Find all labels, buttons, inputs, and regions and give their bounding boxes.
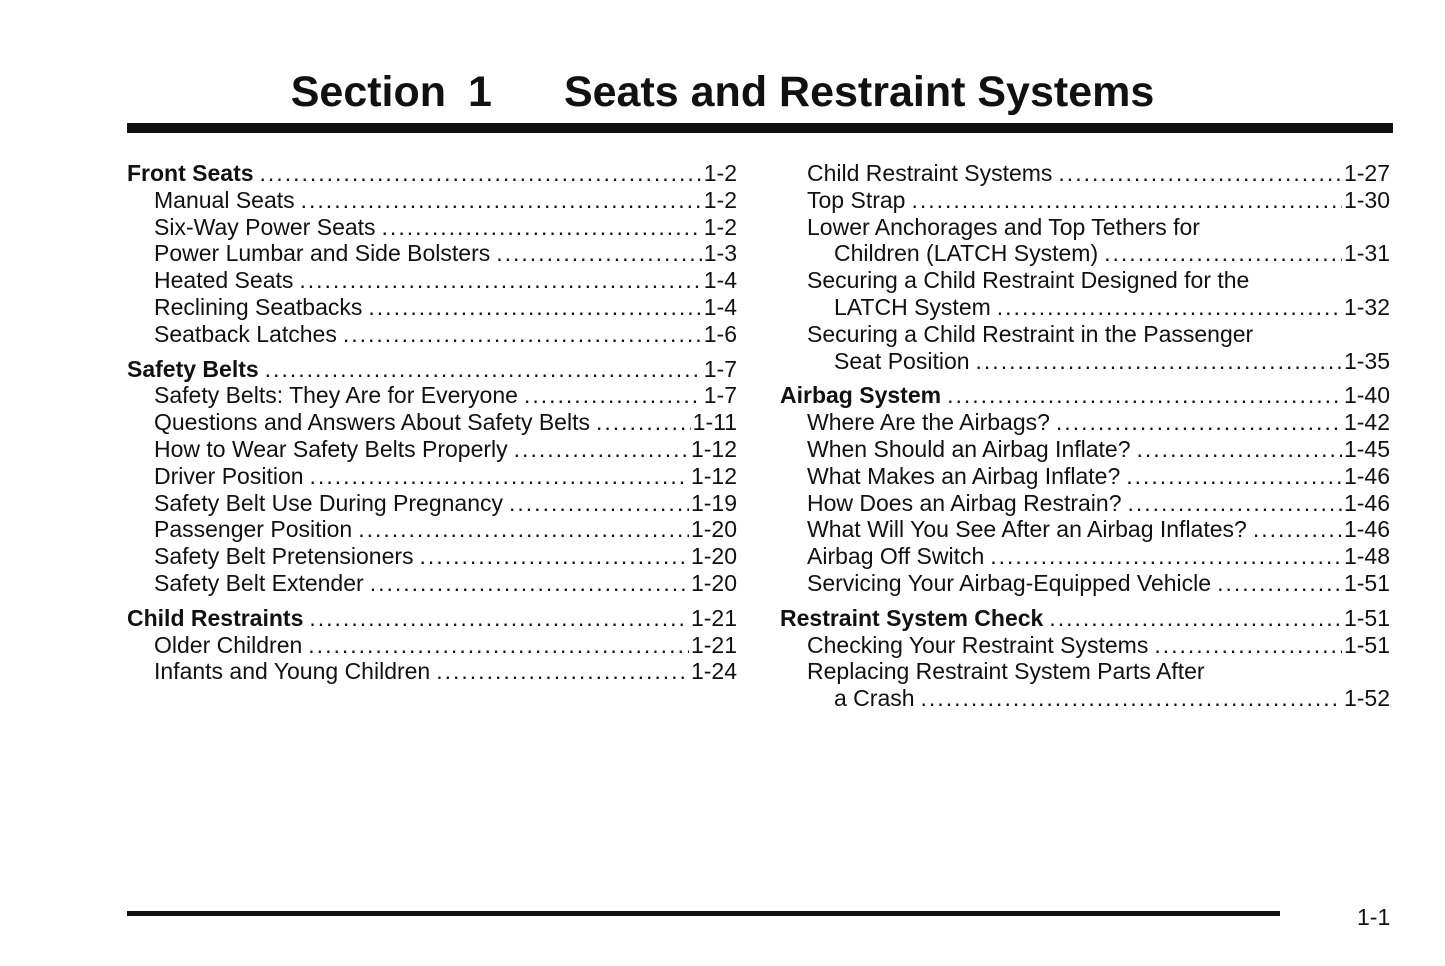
toc-group-airbag-system xyxy=(780,382,1390,596)
toc-item[interactable]: Checking Your Restraint Systems ..... 1-51 xyxy=(780,632,1390,659)
dot-leader xyxy=(436,658,689,685)
toc-item[interactable]: What Makes an Airbag Inflate? ..... 1-46 xyxy=(780,463,1390,490)
dot-leader xyxy=(309,605,689,632)
toc-item-continuation[interactable]: Seat Position ..... 1-35 xyxy=(780,348,1390,375)
section-label: Section xyxy=(290,68,447,116)
toc-item[interactable]: What Will You See After an Airbag Inflates? ..... 1-46 xyxy=(780,516,1390,543)
dot-leader xyxy=(596,409,691,436)
toc-group-child-restraints xyxy=(127,605,737,685)
toc-item-continuation[interactable]: a Crash ..... 1-52 xyxy=(780,685,1390,712)
toc-item[interactable]: How to Wear Safety Belts Properly ..... 1-12 xyxy=(127,436,737,463)
toc-item[interactable]: Safety Belt Pretensioners ..... 1-20 xyxy=(127,543,737,570)
toc-item[interactable]: Heated Seats ..... 1-4 xyxy=(127,267,737,294)
dot-leader xyxy=(911,187,1342,214)
toc-heading[interactable]: Airbag System ..... 1-40 xyxy=(780,382,1390,409)
dot-leader xyxy=(420,543,689,570)
toc-group-front-seats xyxy=(127,160,737,348)
dot-leader xyxy=(1056,409,1342,436)
toc-item[interactable]: Safety Belt Extender ..... 1-20 xyxy=(127,570,737,597)
toc-item[interactable]: Safety Belt Use During Pregnancy ..... 1-19 xyxy=(127,490,737,517)
dot-leader xyxy=(308,632,689,659)
toc-group-safety-belts xyxy=(127,356,737,597)
toc-item[interactable]: Where Are the Airbags? ..... 1-42 xyxy=(780,409,1390,436)
toc-item[interactable]: Airbag Off Switch ..... 1-48 xyxy=(780,543,1390,570)
dot-leader xyxy=(1217,570,1342,597)
toc-heading[interactable]: Child Restraints ..... 1-21 xyxy=(127,605,737,632)
toc-item[interactable]: Power Lumbar and Side Bolsters ..... 1-3 xyxy=(127,240,737,267)
toc-item[interactable]: Seatback Latches ..... 1-6 xyxy=(127,321,737,348)
toc-group-restraint-system-check xyxy=(780,605,1390,712)
dot-leader xyxy=(1126,463,1342,490)
toc-heading[interactable]: Safety Belts ..... 1-7 xyxy=(127,356,737,383)
dot-leader xyxy=(265,356,702,383)
dot-leader xyxy=(1137,436,1342,463)
toc-item[interactable]: Passenger Position ..... 1-20 xyxy=(127,516,737,543)
dot-leader xyxy=(496,240,702,267)
dot-leader xyxy=(382,214,702,241)
toc-item[interactable]: Replacing Restraint System Parts After xyxy=(807,658,1205,685)
toc-item[interactable]: Securing a Child Restraint in the Passenger xyxy=(807,320,1254,347)
dot-leader xyxy=(976,348,1342,375)
toc-item[interactable]: Older Children ..... 1-21 xyxy=(127,632,737,659)
dot-leader xyxy=(260,160,702,187)
dot-leader xyxy=(524,382,702,409)
page-title xyxy=(0,64,1445,120)
dot-leader xyxy=(368,294,701,321)
toc-group-child-restraints-continued xyxy=(780,160,1390,374)
dot-leader xyxy=(299,267,701,294)
dot-leader xyxy=(921,685,1342,712)
section-title: Seats and Restraint Systems xyxy=(563,68,1155,116)
toc-item[interactable]: Servicing Your Airbag-Equipped Vehicle ..... 1-51 xyxy=(780,570,1390,597)
page-number: 1-1 xyxy=(1357,904,1391,930)
section-number: 1 xyxy=(468,68,492,116)
dot-leader xyxy=(1128,490,1342,517)
toc-item[interactable]: Safety Belts: They Are for Everyone ..... 1-7 xyxy=(127,382,737,409)
dot-leader xyxy=(301,187,702,214)
toc-item[interactable]: Top Strap ..... 1-30 xyxy=(780,187,1390,214)
dot-leader xyxy=(514,436,689,463)
dot-leader xyxy=(990,543,1342,570)
toc-item[interactable]: Child Restraint Systems ..... 1-27 xyxy=(780,160,1390,187)
toc-item[interactable]: Six-Way Power Seats ..... 1-2 xyxy=(127,214,737,241)
toc-item[interactable]: How Does an Airbag Restrain? ..... 1-46 xyxy=(780,490,1390,517)
dot-leader xyxy=(509,490,689,517)
toc-item[interactable]: When Should an Airbag Inflate? ..... 1-45 xyxy=(780,436,1390,463)
toc-item[interactable]: Reclining Seatbacks ..... 1-4 xyxy=(127,294,737,321)
dot-leader xyxy=(1104,240,1342,267)
toc-item-continuation[interactable]: Children (LATCH System) ..... 1-31 xyxy=(780,240,1390,267)
toc-item[interactable]: Driver Position ..... 1-12 xyxy=(127,463,737,490)
toc-item[interactable]: Manual Seats ..... 1-2 xyxy=(127,187,737,214)
toc-item[interactable]: Securing a Child Restraint Designed for the xyxy=(807,267,1250,294)
dot-leader xyxy=(310,463,689,490)
toc-item[interactable]: Infants and Young Children ..... 1-24 xyxy=(127,658,737,685)
dot-leader xyxy=(1154,632,1342,659)
dot-leader xyxy=(1049,605,1342,632)
dot-leader xyxy=(343,321,702,348)
toc-left-column xyxy=(127,160,737,693)
toc-heading[interactable]: Front Seats ..... 1-2 xyxy=(127,160,737,187)
dot-leader xyxy=(1058,160,1342,187)
header-rule xyxy=(127,123,1393,133)
toc-heading[interactable]: Restraint System Check ..... 1-51 xyxy=(780,605,1390,632)
dot-leader xyxy=(997,294,1342,321)
dot-leader xyxy=(947,382,1342,409)
dot-leader xyxy=(1253,516,1342,543)
toc-item[interactable]: Questions and Answers About Safety Belts ..... 1-11 xyxy=(127,409,737,436)
footer-rule xyxy=(127,911,1280,916)
dot-leader xyxy=(358,516,689,543)
dot-leader xyxy=(370,570,689,597)
toc-item[interactable]: Lower Anchorages and Top Tethers for xyxy=(807,213,1200,240)
toc-right-column xyxy=(780,160,1390,720)
toc-item-continuation[interactable]: LATCH System ..... 1-32 xyxy=(780,294,1390,321)
